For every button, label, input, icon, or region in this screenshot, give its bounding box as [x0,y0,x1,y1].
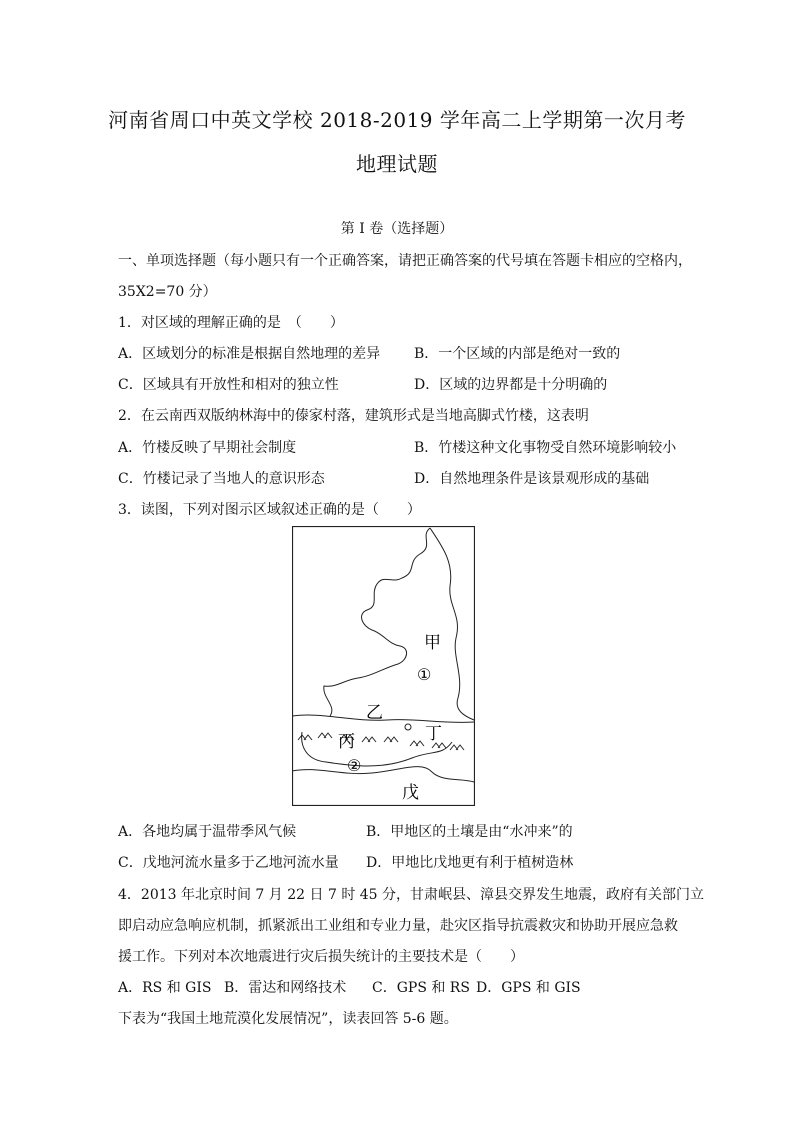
question-4-option-b: B．雷达和网络技术 [224,980,347,996]
question-4-option-a: A．RS 和 GIS [118,980,212,996]
instruction-line-1: 一、单项选择题（每小题只有一个正确答案，请把正确答案的代号填在答题卡相应的空格内， [118,253,692,269]
map-label-bing: 丙 [338,732,355,752]
question-2-option-b: B．竹楼这种文化事物受自然环境影响较小 [414,440,677,456]
map-label-jia: 甲 [424,633,441,653]
city-marker [405,724,411,730]
question-4-stem-line-3: 援工作。下列对本次地震进行灾后损失统计的主要技术是（ ） [118,949,524,965]
question-3-option-d: D．甲地比戊地更有利于植树造林 [366,855,574,871]
question-4-option-c: C．GPS 和 RS [372,980,470,996]
question-1-option-b: B．一个区域的内部是绝对一致的 [414,346,621,362]
question-2-stem: 2．在云南西双版纳林海中的傣家村落，建筑形式是当地高脚式竹楼，这表明 [118,408,589,424]
question-3-option-b: B．甲地区的土壤是由“水冲来”的 [366,824,573,840]
map-frame [293,527,475,806]
instruction-line-2: 35X2=70 分） [118,284,217,300]
document-subtitle: 地理试题 [356,152,438,176]
question-2-option-d: D．自然地理条件是该景观形成的基础 [414,471,650,487]
question-4-stem-line-2: 即启动应急响应机制，抓紧派出工业组和专业力量，赴灾区指导抗震救灾和协助开展应急救 [118,918,678,934]
table-intro: 下表为“我国土地荒漠化发展情况”，读表回答 5-6 题。 [118,1011,458,1027]
question-4-stem-line-1: 4．2013 年北京时间 7 月 22 日 7 时 45 分，甘肃岷县、漳县交界发生地震，政府有关部门立 [118,887,705,903]
region-map [292,526,475,806]
question-3-option-c: C．戊地河流水量多于乙地河流水量 [118,855,339,871]
map-label-ding: 丁 [425,724,442,744]
question-1-option-c: C．区域具有开放性和相对的独立性 [118,377,339,393]
map-label-circle-2: ② [347,756,362,775]
map-label-circle-1: ① [417,665,432,684]
document-title: 河南省周口中英文学校 2018-2019 学年高二上学期第一次月考 [108,108,686,132]
map-label-wu: 戊 [402,783,419,803]
question-1-option-d: D．区域的边界都是十分明确的 [414,377,608,393]
question-1-option-a: A．区域划分的标准是根据自然地理的差异 [118,346,381,362]
question-3-stem: 3．读图，下列对图示区域叙述正确的是（ ） [118,502,421,518]
question-3-option-a: A．各地均属于温带季风气候 [118,824,297,840]
question-4-option-d: D．GPS 和 GIS [476,980,581,996]
section-heading: 第 I 卷（选择题） [340,221,454,237]
question-2-option-a: A．竹楼反映了早期社会制度 [118,440,297,456]
question-1-stem: 1．对区域的理解正确的是 （ ） [118,315,344,331]
map-label-yi: 乙 [366,703,383,723]
question-2-option-c: C．竹楼记录了当地人的意识形态 [118,471,325,487]
